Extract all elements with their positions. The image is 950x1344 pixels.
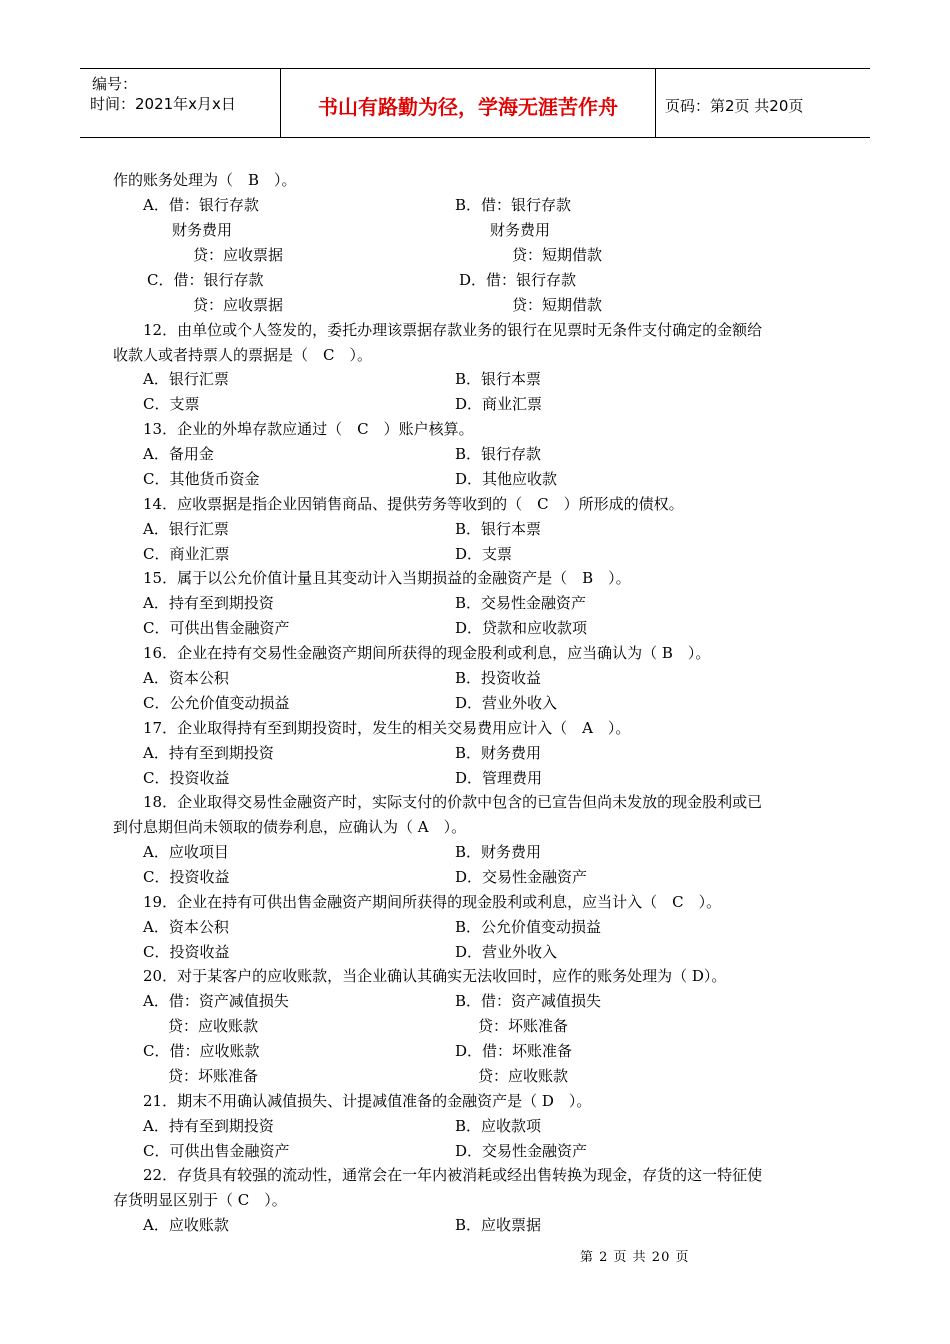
text-line: A．借：资产减值损失 <box>143 992 289 1010</box>
text-line: 贷：坏账准备 <box>478 1017 569 1035</box>
text-line: 12．由单位或个人签发的，委托办理该票据存款业务的银行在见票时无条件支付确定的金额给 <box>143 321 763 339</box>
text-line: B．借：银行存款 <box>455 196 572 214</box>
text-line: 17．企业取得持有至到期投资时，发生的相关交易费用应计入（ A ）。 <box>143 719 631 737</box>
text-line: 16．企业在持有交易性金融资产期间所获得的现金股利或利息，应当确认为（ B ）。 <box>143 644 711 662</box>
text-line: A．持有至到期投资 <box>143 1117 274 1135</box>
text-line: 到付息期但尚未领取的债券利息，应确认为（ A ）。 <box>113 818 467 836</box>
text-line: C．投资收益 <box>143 943 230 961</box>
text-line: D．交易性金融资产 <box>455 868 588 886</box>
text-line: C．投资收益 <box>143 769 230 787</box>
motto: 书山有路勤为径，学海无涯苦作舟 <box>318 95 618 119</box>
text-line: A．持有至到期投资 <box>143 594 274 612</box>
text-line: C．支票 <box>143 395 200 413</box>
text-line: B．交易性金融资产 <box>455 594 587 612</box>
text-line: D．其他应收款 <box>455 470 558 488</box>
text-line: B．公允价值变动损益 <box>455 918 602 936</box>
text-line: 收款人或者持票人的票据是（ C ）。 <box>113 346 372 364</box>
text-line: A．持有至到期投资 <box>143 744 274 762</box>
text-line: D．交易性金融资产 <box>455 1142 588 1160</box>
text-line: A．银行汇票 <box>143 520 229 538</box>
text-line: B．应收款项 <box>455 1117 542 1135</box>
text-line: D．管理费用 <box>455 769 543 787</box>
text-line: A．应收账款 <box>143 1216 229 1234</box>
text-line: C．可供出售金融资产 <box>143 619 290 637</box>
text-line: B．财务费用 <box>455 843 542 861</box>
text-line: D．营业外收入 <box>455 694 558 712</box>
text-line: D．营业外收入 <box>455 943 558 961</box>
header-left-cell <box>80 69 280 137</box>
text-line: 19．企业在持有可供出售金融资产期间所获得的现金股利或利息，应当计入（ C ）。 <box>143 893 722 911</box>
text-line: 财务费用 <box>490 221 551 239</box>
text-line: D．支票 <box>455 545 513 563</box>
text-line: 贷：应收账款 <box>478 1067 569 1085</box>
text-line: 作的账务处理为（ B ）。 <box>113 171 297 189</box>
text-line: B．银行本票 <box>455 370 542 388</box>
text-line: 贷：坏账准备 <box>168 1067 259 1085</box>
text-line: A．资本公积 <box>143 669 229 687</box>
page-header <box>80 68 870 138</box>
text-line: 22．存货具有较强的流动性，通常会在一年内被消耗或经出售转换为现金，存货的这一特征使 <box>143 1166 763 1184</box>
page-footer: 第 2 页 共 20 页 <box>580 1250 690 1265</box>
text-line: D．借：坏账准备 <box>455 1042 573 1060</box>
text-line: C．其他货币资金 <box>143 470 260 488</box>
text-line: C．商业汇票 <box>143 545 230 563</box>
text-line: 贷：短期借款 <box>512 296 603 314</box>
text-line: B．应收票据 <box>455 1216 542 1234</box>
text-line: 18．企业取得交易性金融资产时，实际支付的价款中包含的已宣告但尚未发放的现金股利或已 <box>143 793 763 811</box>
text-line: 贷：短期借款 <box>512 246 603 264</box>
time-label: 时间：2021年x月x日 <box>90 95 236 113</box>
text-line: 14．应收票据是指企业因销售商品、提供劳务等收到的（ C ）所形成的债权。 <box>143 495 684 513</box>
text-line: B．银行存款 <box>455 445 542 463</box>
text-line: C．公允价值变动损益 <box>143 694 290 712</box>
text-line: D．商业汇票 <box>455 395 543 413</box>
header-right-cell <box>655 69 870 137</box>
text-line: 15．属于以公允价值计量且其变动计入当期损益的金融资产是（ B ）。 <box>143 569 631 587</box>
text-line: C．借：应收账款 <box>143 1042 260 1060</box>
text-line: A．备用金 <box>143 445 214 463</box>
text-line: C．投资收益 <box>143 868 230 886</box>
text-line: A．资本公积 <box>143 918 229 936</box>
text-line: C．借：银行存款 <box>147 271 264 289</box>
text-line: 21．期末不用确认减值损失、计提减值准备的金融资产是（ D ）。 <box>143 1092 592 1110</box>
header-motto-cell <box>280 69 656 137</box>
text-line: B．投资收益 <box>455 669 542 687</box>
text-line: B．借：资产减值损失 <box>455 992 602 1010</box>
text-line: 13．企业的外埠存款应通过（ C ）账户核算。 <box>143 420 474 438</box>
page-label: 页码：第2页 共20页 <box>665 97 804 115</box>
text-line: 贷：应收票据 <box>193 246 284 264</box>
text-line: 贷：应收账款 <box>168 1017 259 1035</box>
text-line: D．贷款和应收款项 <box>455 619 588 637</box>
text-line: B．财务费用 <box>455 744 542 762</box>
text-line: C．可供出售金融资产 <box>143 1142 290 1160</box>
text-line: A．银行汇票 <box>143 370 229 388</box>
text-line: 贷：应收票据 <box>193 296 284 314</box>
text-line: A．应收项目 <box>143 843 229 861</box>
text-line: D．借：银行存款 <box>459 271 577 289</box>
text-line: A．借：银行存款 <box>143 196 259 214</box>
text-line: 存货明显区别于（ C ）。 <box>113 1191 287 1209</box>
text-line: 财务费用 <box>172 221 233 239</box>
serial-label: 编号： <box>92 75 138 93</box>
text-line: 20．对于某客户的应收账款，当企业确认其确实无法收回时，应作的账务处理为（ D）。 <box>143 967 727 985</box>
text-line: B．银行本票 <box>455 520 542 538</box>
